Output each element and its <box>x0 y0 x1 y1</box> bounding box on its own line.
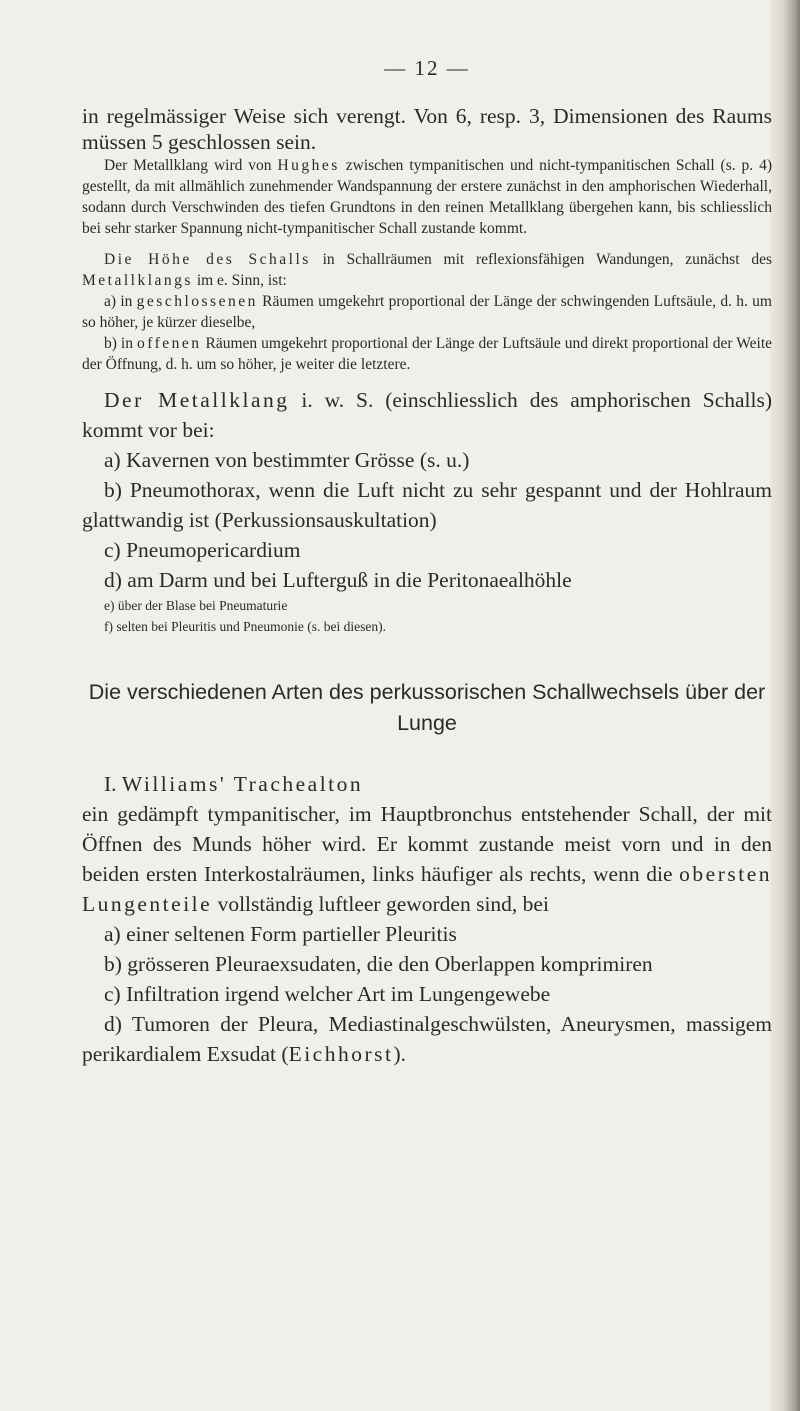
list-item: c) Pneumopericardium <box>104 538 301 562</box>
list-item: a) einer seltenen Form partieller Pleuritis <box>104 922 457 946</box>
spaced-term: Der Metallklang <box>104 388 290 412</box>
text-fragment: Der Metallklang wird von <box>104 157 278 174</box>
paragraph-continuation: in regelmässiger Weise sich verengt. Von 6, resp. 3, Dimensionen des Raums müssen 5 geschlossen sein. <box>82 104 772 154</box>
text-fragment: im e. Sinn, ist: <box>192 272 287 289</box>
section-title <box>82 769 772 799</box>
page-number: — 12 — <box>384 56 470 80</box>
text-fragment: in Schallräumen mit reflexionsfähigen Wandungen, zunächst des <box>310 251 772 268</box>
paragraph-hughes <box>82 155 772 239</box>
list-item: b) grösseren Pleuraexsudaten, die den Oberlappen komprimiren <box>104 952 653 976</box>
text-fragment: vollständig luftleer geworden sind, bei <box>212 892 549 916</box>
section-heading: Die verschiedenen Arten des perkussorischen Schallwechsels über der Lunge <box>88 680 766 735</box>
spaced-term: obersten Lungenteile <box>82 862 772 916</box>
text-fragment: ). <box>393 1042 407 1066</box>
section-number: I. <box>104 772 122 796</box>
book-spine-edge <box>770 0 800 1411</box>
spaced-term: Williams' Trachealton <box>121 772 364 796</box>
text-fragment: zwischen tympanitischen und nicht-tympanitischen Schall (s. p. 4) gestellt, da mit allmählich zunehmender Wandspannung der erstere zunächst in den amphorischen Wiederhall, sodann durch Verschwinden des tiefen Grundtons in den reinen Metallklang übergehen kann, bis schliesslich bei sehr starker Spannung nicht-tympanitischer Schall zustande kommt. <box>82 157 772 237</box>
text-fragment: i. w. S. (einschliesslich des amphorischen Schalls) kommt vor bei: <box>82 388 772 442</box>
list-item-geschlossen <box>82 291 772 333</box>
person-name: Eichhorst <box>288 1042 394 1066</box>
paragraph-metallklang <box>82 385 772 445</box>
spaced-term: Die Höhe des Schalls <box>104 251 311 268</box>
list-item-small: e) über der Blase bei Pneumaturie <box>104 598 288 613</box>
metallklang-section <box>82 385 772 595</box>
text-fragment: Räumen umgekehrt proportional der Länge der schwingenden Luftsäule, d. h. um so höher, je kürzer dieselbe, <box>82 293 772 331</box>
list-item: d) am Darm und bei Lufterguß in die Peritonaealhöhle <box>104 568 572 592</box>
spaced-term: Metallklangs <box>82 272 193 289</box>
list-item-small: f) selten bei Pleuritis und Pneumonie (s. bei diesen). <box>104 619 386 634</box>
paragraph-trachealton <box>82 799 772 919</box>
text-fragment: Räumen umgekehrt proportional der Länge der Luftsäule und direkt proportional der Weite der Öffnung, d. h. um so höher, je weiter die letztere. <box>82 335 773 373</box>
text-fragment: ein gedämpft tympanitischer, im Hauptbronchus entstehender Schall, der mit Öffnen des Munds höher wird. Er kommt zustande meist vorn und in den beiden ersten Interkostalräumen, links häufiger als rechts, wenn die <box>82 802 772 886</box>
spaced-term: geschlossenen <box>136 293 258 310</box>
person-name: Hughes <box>277 157 340 174</box>
list-item: b) Pneumothorax, wenn die Luft nicht zu sehr gespannt und der Hohlraum glattwandig ist (Perkussionsauskultation) <box>82 478 772 532</box>
list-item: a) Kavernen von bestimmter Grösse (s. u.) <box>104 448 470 472</box>
page-content <box>82 56 772 1069</box>
list-item <box>82 1009 772 1069</box>
text-fragment: a) in <box>104 293 137 310</box>
text-fragment: b) in <box>104 335 137 352</box>
trachealton-section <box>82 769 772 1069</box>
list-item: c) Infiltration irgend welcher Art im Lungengewebe <box>104 982 551 1006</box>
text-fragment: d) Tumoren der Pleura, Mediastinalgeschwülsten, Aneurysmen, massigem perikardialem Exsudat ( <box>82 1012 772 1066</box>
spaced-term: offenen <box>136 335 202 352</box>
list-item-offen <box>82 333 772 375</box>
paragraph-schallhoehe <box>82 249 772 291</box>
